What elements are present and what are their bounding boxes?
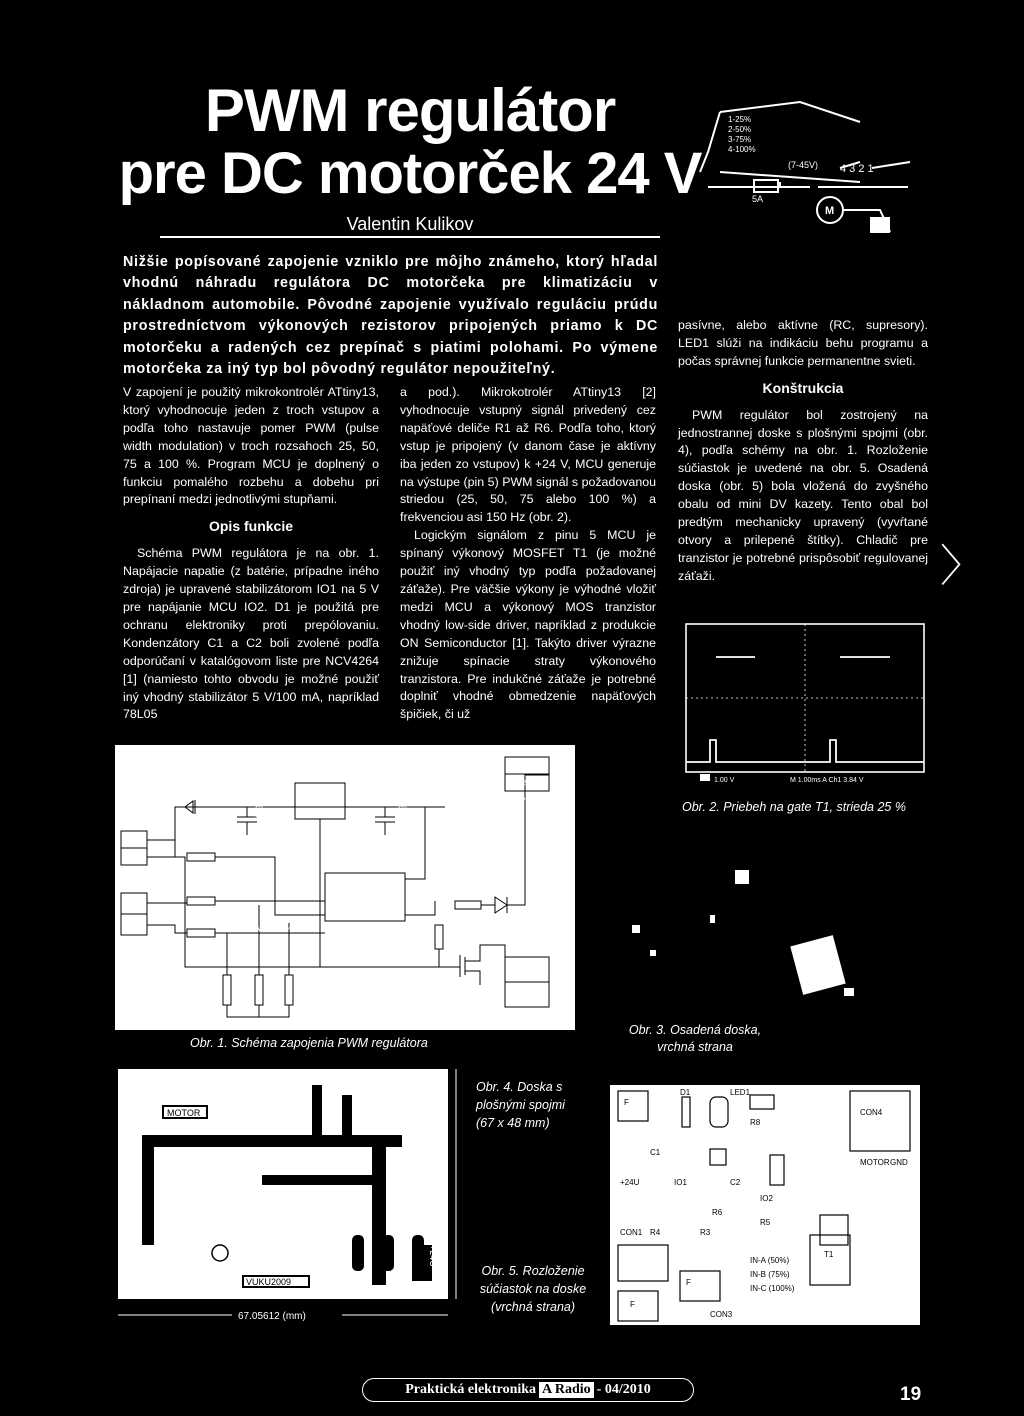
col1-paragraph-1: V zapojení je použitý mikrokontrolér ATtiny13, ktorý vyhodnocuje jeden z troch vstupov a podľa toho nastavuje pomer PWM (pulse width modulation) v troch rozsahoch 25, 50, 75 a 100 %. Program MCU je doplnený o funkciu pomalého rozbehu a dobehu pri prepínaní medzi jednotlivými stupňami. <box>123 385 379 507</box>
l5-bot-3: F <box>630 1300 635 1309</box>
sch-con3-pin2: pin 2 <box>125 922 141 929</box>
sch-r2: R2 <box>187 888 196 895</box>
caption-fig4: Obr. 4. Doska s plošnými spojmi (67 x 48 mm) <box>476 1080 565 1130</box>
caption-fig3: Obr. 3. Osadená doska, vrchná strana <box>628 1023 762 1054</box>
sch-r7-val: 100 <box>445 938 457 945</box>
inset-wiring-sketch <box>680 92 920 272</box>
title-line-1: PWM regulátor <box>204 77 616 144</box>
scope-ch1: 1.00 V <box>714 777 735 784</box>
sch-r8-val: 470 <box>459 914 471 921</box>
sch-r3-val: 33k <box>195 942 207 949</box>
sch-con2-pin1: pin 1 <box>511 763 527 770</box>
sch-r5-val: 10k <box>265 988 277 995</box>
sch-d1-type: 1N4148 <box>177 825 202 832</box>
footer-magazine: Praktická elektronika <box>405 1382 537 1397</box>
scope-timebase: M 1.00ms A Ch1 3.84 V <box>790 777 864 784</box>
sch-c1-val: 10µ <box>255 816 267 823</box>
heading-konstrukcia: Konštrukcia <box>762 379 844 396</box>
sch-io1: IO1 <box>283 762 295 769</box>
col3-paragraph-1: pasívne, alebo aktívne (RC, supresory). LED1 slúži na indikáciu behu programu a počas správnej funkcie permanentne svieti. <box>678 318 928 368</box>
inset-level-2: 2-50% <box>728 125 752 134</box>
l5-top-4: R8 <box>750 1118 761 1127</box>
column-3 <box>678 317 928 586</box>
sch-con2: CON2 <box>511 748 531 755</box>
sch-io1-out: OUT <box>323 788 338 795</box>
pcb-layout <box>112 1065 472 1325</box>
l5-input-a: IN-A (50%) <box>750 1256 790 1265</box>
sch-r4: R4 <box>233 978 242 985</box>
l5-bot-1: R4 <box>650 1228 661 1237</box>
sch-con4-pin2: pin 2 <box>511 992 527 999</box>
sch-io1-in: IN <box>299 788 306 795</box>
footer-badge <box>362 1378 694 1402</box>
inset-level-1: 1-25% <box>728 115 752 124</box>
l5-right-0: CON4 <box>860 1108 883 1117</box>
sch-led1: LED1 <box>501 872 519 879</box>
sch-con3-pin1: pin 1 <box>125 900 141 907</box>
sch-r1-val: 33k <box>195 866 207 873</box>
chevron-icon: 〉 <box>940 542 984 591</box>
inset-level-4: 4-100% <box>728 145 756 154</box>
sch-con4: CON4 <box>511 949 531 956</box>
l5-right-3: T1 <box>824 1250 834 1259</box>
sch-mcu-l3: PB4 <box>329 900 343 907</box>
sch-mcu-r2: PB2/SCK <box>363 889 393 896</box>
author-rule <box>160 236 660 238</box>
inset-voltage: (7-45V) <box>788 160 819 170</box>
sch-r1: R1 <box>187 844 196 851</box>
footer-series: A Radio <box>539 1382 594 1398</box>
l5-mid-0: +24U <box>620 1178 640 1187</box>
sch-c2-val: 4µ7 <box>398 816 410 823</box>
footer-issue: - 04/2010 <box>596 1382 651 1397</box>
l5-mid-4: R6 <box>712 1208 723 1217</box>
sch-mcu-r1: Vcc <box>373 878 385 885</box>
inset-level-3: 3-75% <box>728 135 752 144</box>
l5-right-2: GND <box>890 1158 908 1167</box>
l5-bot-2: R3 <box>700 1228 711 1237</box>
author: Valentin Kulikov <box>346 214 474 234</box>
heading-opis-funkcie: Opis funkcie <box>208 518 294 535</box>
sch-c1: C1 <box>255 806 264 813</box>
l5-mid-3: IO2 <box>760 1194 773 1203</box>
sch-in1: IN1 <box>123 872 134 879</box>
l5-top-0: F <box>624 1098 629 1107</box>
title-line-2: pre DC motorček 24 V <box>118 141 702 206</box>
pcb-dim-h: 67.05612 (mm) <box>238 1311 306 1322</box>
l5-bot-5: CON3 <box>710 1310 733 1319</box>
caption-fig2: Obr. 2. Priebeh na gate T1, strieda 25 % <box>682 800 906 814</box>
sch-out: OUT <box>511 1014 526 1021</box>
l5-input-b: IN-B (75%) <box>750 1270 790 1279</box>
sch-t1-type: NTP52N10 <box>421 995 456 1002</box>
inset-fuse: 5A <box>752 194 764 204</box>
l5-mid-1: IO1 <box>674 1178 687 1187</box>
sch-io1-type: NCV4264-2 <box>283 771 320 778</box>
l5-top-3: LED1 <box>730 1088 751 1097</box>
sch-mcu-type: ATTINY13 <box>327 928 360 935</box>
sch-r6-val: 10k <box>295 988 307 995</box>
caption-fig1: Obr. 1. Schéma zapojenia PWM regulátora <box>190 1036 428 1050</box>
col3-paragraph-2: PWM regulátor bol zostrojený na jednostrannej doske s plošnými spojmi (obr. 4), podľa schémy na obr. 1. Rozloženie súčiastok je uvedené na obr. 5. Osadená doska (obr. 5) bola vložená do zvyšného obalu od mini DV kazety. Tento obal bol predtým mechanicky upravený (vyvŕtané otvory a prilepené štítky). Chladič pre tranzistor je potrebné prispôsobiť regulovanej záťaži. <box>678 407 928 583</box>
caption-fig5: Obr. 5. Rozloženie súčiastok na doske (vrchná strana) <box>479 1264 587 1314</box>
motor-icon: M <box>825 205 835 217</box>
lead-paragraph: Nižšie popísované zapojenie vzniklo pre môjho známeho, ktorý hľadal vhodnú náhradu regulátora DC motorčeka pre klimatizáciu v nákladnom automobile. Pôvodné zapojenie využívalo reguláciu prúdu prostredníctvom výkonových rezistorov pripojených priamo k DC motorčeku a radených cez prepínač s piatimi polohami. Po výmene motorčeka za iný typ bol pôvodný regulátor nepoužiteľný. <box>123 254 658 378</box>
sch-mcu-l1: PB5/RST <box>329 878 359 885</box>
col2-paragraph-1: a pod.). Mikrokotrolér ATtiny13 [2] vyhodnocuje vstupný signál privedený cez napäťové deliče R1 až R6. Podľa toho, ktorý vstup je pripojený (v danom čase je aktívny iba jeden zo vstupov) k +24 V, MCU generuje na výstupe (pin 5) PWM signál s požadovanou striedou (25, 50, 75 alebo 100 %) a frekvenciou asi 150 Hz (obr. 2). <box>400 385 656 525</box>
sch-pwm100: PWM 100 % <box>253 926 292 933</box>
l5-bot-0: CON1 <box>620 1228 643 1237</box>
sch-con1-pin1: pin 1 <box>125 837 141 844</box>
sch-con4-pin1: pin 1 <box>511 968 527 975</box>
inset-numbers: 4 3 2 1 <box>840 163 874 175</box>
sch-mcu-l2: PB3 <box>329 889 343 896</box>
board-photo <box>610 840 880 1020</box>
l5-bot-4: F <box>686 1278 691 1287</box>
pcb-id: VUKU2009 <box>246 1277 292 1287</box>
pcb-motor-label: MOTOR <box>167 1108 201 1118</box>
sch-d1: D1 <box>183 790 192 797</box>
l5-mid-2: C2 <box>730 1178 741 1187</box>
sch-r8: R8 <box>459 892 468 899</box>
pcb-24v: +24U <box>428 1245 438 1267</box>
sch-c2: C2 <box>398 806 407 813</box>
sch-con2-pin2: pin 2 <box>511 780 527 787</box>
sch-r6: R6 <box>295 978 304 985</box>
sch-con1: CON1 <box>123 823 143 830</box>
l5-mid-5: R5 <box>760 1218 771 1227</box>
column-2 <box>400 384 656 724</box>
col1-paragraph-2: Schéma PWM regulátora je na obr. 1. Napájacie napatie (z batérie, prípadne iného zdroja) je upravené stabilizátorom IO1 na 5 V pre napájanie MCU IO2. D1 je použitá pre ochranu elektroniky proti prepólovaniu. Kondenzátory C1 a C2 boli zvolené podľa odporúčaní v katalógovom liste pre NCV4264 [1] (namiesto tohto obvodu je možné použiť iný vhodný stabilizátor 5 V/100 mA, napríklad 78L05 <box>123 546 379 722</box>
column-1 <box>123 384 379 724</box>
schematic-diagram <box>115 745 575 1030</box>
inset-connector <box>870 217 890 233</box>
l5-right-1: MOTOR <box>860 1158 890 1167</box>
sch-con3: CON3 <box>123 883 143 890</box>
sch-r3: R3 <box>187 920 196 927</box>
sch-in2: IN2 <box>123 940 134 947</box>
sch-con1-pin2: pin 2 <box>125 855 141 862</box>
oscilloscope-figure <box>680 622 930 792</box>
sch-r4-val: 10k <box>233 988 245 995</box>
col2-paragraph-2: Logickým signálom z pinu 5 MCU je spínaný výkonový MOSFET T1 (je možné použiť iný vhodný typ podľa požadovanej záťaže). Pre väčšie výkony je výhodné vložiť medzi MCU a výkonový MOS tranzistor vhodný low-side driver, napríklad z produkcie ON Semiconductor [1]. Takýto driver výrazne znižuje spínacie straty výkonového tranzistora. Pre indukčné záťaže je potrebné doplniť vhodné obmedzenie napäťových špičiek, či už <box>400 528 656 722</box>
sch-r5: R5 <box>265 978 274 985</box>
sch-mcu-r4: PB0/MOSI <box>361 911 395 918</box>
sch-io1-gnd: GND <box>311 810 327 817</box>
component-layout <box>610 1085 920 1325</box>
pcb-dim-v: 48.26 (mm) <box>412 1163 423 1215</box>
sch-mcu-l4: GND <box>329 911 345 918</box>
sch-mcu-r3: PB1/MISO <box>361 900 395 907</box>
l5-top-1: D1 <box>680 1088 691 1097</box>
sch-t1: T1 <box>421 985 430 992</box>
sch-pwm75: PWM 75 % <box>237 890 273 897</box>
sch-pwm50: PWM 50 % <box>227 848 263 855</box>
sch-r7: R7 <box>445 928 454 935</box>
sch-io2: IO2 <box>327 864 339 871</box>
sch-r2-val: 33k <box>195 910 207 917</box>
page-number: 19 <box>900 1384 922 1405</box>
l5-top-2: C1 <box>650 1148 661 1157</box>
sch-24v: 24 V <box>511 798 526 805</box>
l5-input-c: IN-C (100%) <box>750 1284 795 1293</box>
